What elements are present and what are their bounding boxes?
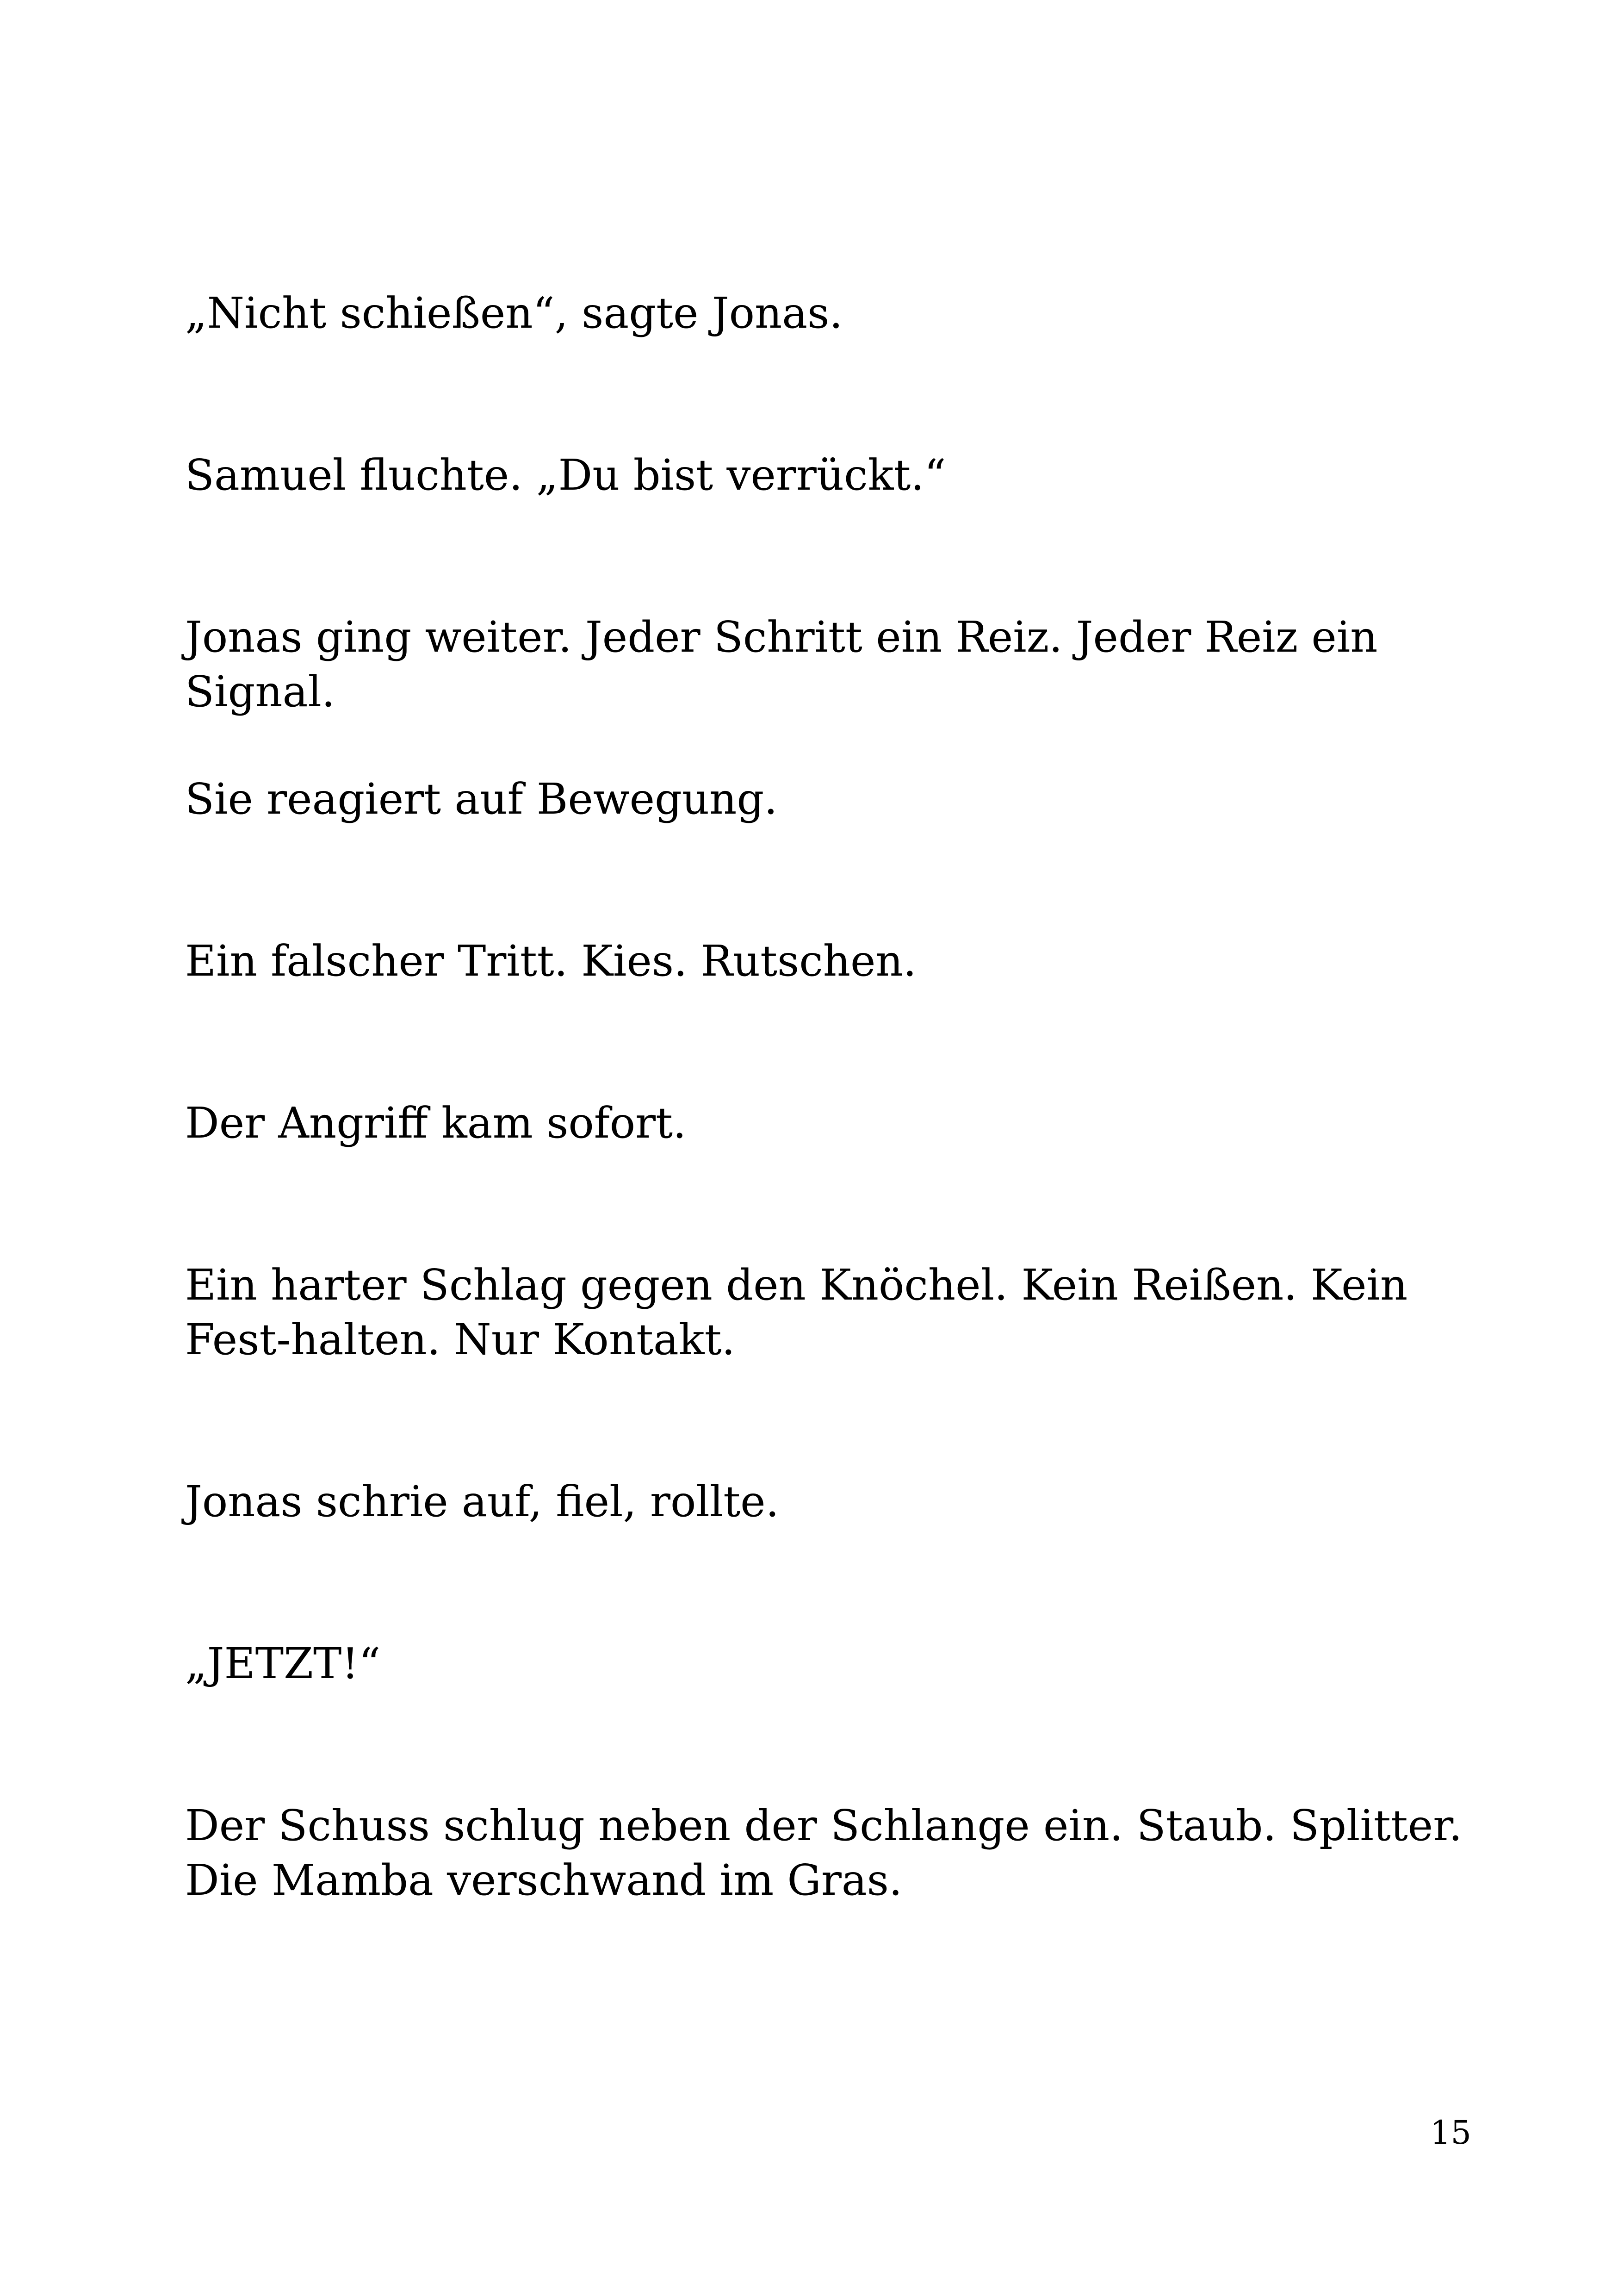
paragraph-7: Ein harter Schlag gegen den Knöchel. Kein Reißen. Kein Fest-halten. Nur Kontakt. <box>185 1260 1408 1364</box>
paragraph-9: „JETZT!“ <box>185 1639 381 1688</box>
paragraph-3: Jonas ging weiter. Jeder Schritt ein Reiz. Jeder Reiz ein Signal. <box>185 612 1378 716</box>
paragraph-4: Sie reagiert auf Bewegung. <box>185 774 778 824</box>
paragraph-10: Der Schuss schlug neben der Schlange ein. Staub. Splitter. Die Mamba verschwand im Gras. <box>185 1801 1463 1905</box>
paragraph-6: Der Angriff kam sofort. <box>185 1098 687 1148</box>
paragraph-5: Ein falscher Tritt. Kies. Rutschen. <box>185 936 917 986</box>
paragraph-1: „Nicht schießen“, sagte Jonas. <box>185 288 843 338</box>
page-number: 15 <box>1430 2114 1471 2152</box>
paragraph-2: Samuel fluchte. „Du bist verrückt.“ <box>185 450 946 500</box>
paragraph-8: Jonas schrie auf, fiel, rollte. <box>185 1477 779 1526</box>
